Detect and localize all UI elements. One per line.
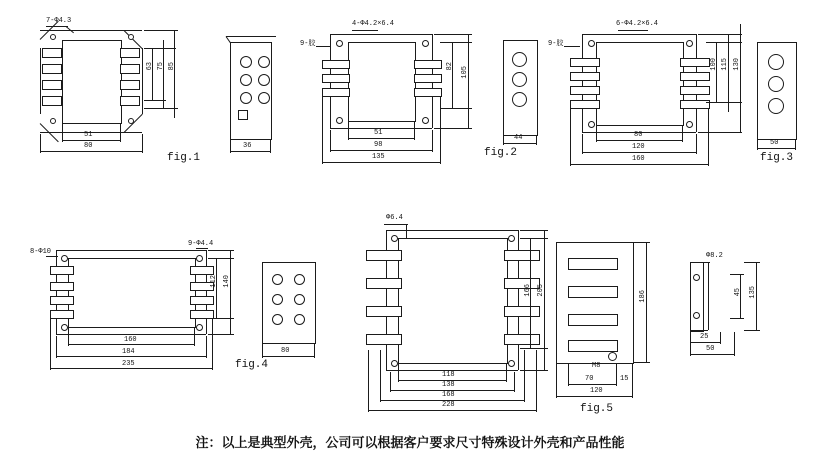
fig1-dimline-85 <box>174 30 175 118</box>
footer-note: 注：以上是典型外壳，公司可以根据客户要求尺寸特殊设计外壳和产品性能 <box>195 435 625 450</box>
fig3-ext-4 <box>698 132 742 133</box>
fig2-terminal-right-3 <box>414 88 442 97</box>
fig5-bracket-ext-4 <box>744 330 760 331</box>
fig1-hole-4 <box>128 118 134 124</box>
fig1-ext-1 <box>144 48 176 49</box>
fig5-bracket-extv-1 <box>690 332 691 356</box>
fig4-callout-1: 9-Φ4.4 <box>188 240 214 248</box>
fig5-dimline-50 <box>690 354 734 355</box>
fig5-bracket-extv-3 <box>734 332 735 356</box>
fig4-dim-140: 140 <box>223 275 231 288</box>
fig2-side-extv-1 <box>503 136 504 145</box>
fig4-side-extv-1 <box>262 344 263 358</box>
fig3-extv-6 <box>708 108 709 166</box>
fig2-side-hole-2 <box>512 72 527 87</box>
fig3-dimline-50 <box>757 148 795 149</box>
fig5-dimline-70 <box>568 384 616 385</box>
fig4-side-hole-2 <box>294 274 305 285</box>
fig3-hole-2 <box>686 40 693 47</box>
fig1-extv-2 <box>120 124 121 142</box>
fig3-callout-0: 6-Φ4.2×6.4 <box>616 20 659 28</box>
fig2-callout-0: 4-Φ4.2×6.4 <box>352 20 395 28</box>
fig5-side-ext-2 <box>634 362 650 363</box>
fig4-extv-3 <box>56 336 57 358</box>
fig2-extv-4 <box>432 130 433 152</box>
fig4-side-hole-5 <box>272 314 283 325</box>
fig1-label: fig.1 <box>167 152 201 164</box>
fig1-ext-3 <box>144 30 178 31</box>
fig2-dim-51: 51 <box>374 129 383 137</box>
fig4-plate-left <box>56 250 57 334</box>
fig4-extv-1 <box>68 328 69 346</box>
fig4-dimline-112 <box>216 258 217 318</box>
fig3-hole-4 <box>686 121 693 128</box>
fig3-extv-1 <box>596 126 597 142</box>
fig2-extv-1 <box>348 122 349 140</box>
fig2-extv-5 <box>322 96 323 164</box>
fig4-ext-3 <box>208 250 234 251</box>
fig2-side-hole-3 <box>512 92 527 107</box>
fig1-terminal-right-3 <box>120 80 140 90</box>
fig2-body <box>348 42 416 122</box>
fig3-callout-leader <box>618 30 648 31</box>
fig5-side-extv-3 <box>556 364 557 398</box>
fig1-terminal-left-2 <box>42 64 62 74</box>
fig3-terminal-right-2 <box>680 72 710 81</box>
fig3-extv-4 <box>696 134 697 154</box>
fig3-terminal-right-3 <box>680 86 710 95</box>
fig1-dimline-80 <box>40 151 142 152</box>
fig3-dim-115: 115 <box>721 58 729 71</box>
fig3-dim-120: 120 <box>632 143 645 151</box>
fig3-ext-3 <box>698 34 742 35</box>
fig2-label: fig.2 <box>484 147 518 159</box>
fig4-terminal-left-4 <box>50 310 74 319</box>
fig3-dimline-120 <box>582 152 696 153</box>
fig4-plate-right <box>206 250 207 334</box>
fig5-dimline-25 <box>690 342 720 343</box>
fig1-terminal-right-2 <box>120 64 140 74</box>
fig5-dim-166: 166 <box>524 284 532 297</box>
fig5-side-extv-1 <box>568 364 569 386</box>
fig4-dim-80b: 80 <box>281 347 290 355</box>
fig3-label: fig.3 <box>760 152 794 164</box>
fig1-ext-2 <box>144 100 166 101</box>
fig1-side-hole-4 <box>258 74 270 86</box>
fig5-extv-1 <box>398 364 399 382</box>
fig5-terminal-left-3 <box>366 306 402 317</box>
fig4-dimline-184 <box>56 356 206 357</box>
fig3-dimline-130 <box>740 24 741 132</box>
fig3-plate-top <box>582 34 696 35</box>
fig5-extv-7 <box>368 350 369 412</box>
fig5-terminal-right-1 <box>504 250 540 261</box>
fig4-terminal-right-1 <box>190 266 214 275</box>
fig1-side-hole-2 <box>258 56 270 68</box>
fig1-plate-right <box>142 48 143 114</box>
fig5-extv-2 <box>506 364 507 382</box>
fig5-side-ground-hole <box>608 352 617 361</box>
fig4-dimline-160 <box>68 344 194 345</box>
fig3-extv-3 <box>582 134 583 154</box>
fig4-hole-2 <box>196 255 203 262</box>
fig5-dim-118: 118 <box>442 371 455 379</box>
fig5-extv-6 <box>524 350 525 402</box>
fig5-bracket-ext-2 <box>730 318 744 319</box>
fig4-dim-184: 184 <box>122 348 135 356</box>
fig1-dim-75: 75 <box>157 62 165 71</box>
fig5-bracket-leader <box>700 262 710 263</box>
fig5-side-slot-4 <box>568 340 618 352</box>
fig2-dimline-135 <box>322 162 440 163</box>
fig1-side-edge-angle <box>226 36 231 43</box>
fig2-dimline-44 <box>503 143 536 144</box>
fig3-dimline-115 <box>728 34 729 112</box>
fig4-terminal-left-1 <box>50 266 74 275</box>
fig1-plate-corner-br <box>124 114 143 133</box>
fig5-callout-m8: M8 <box>592 362 601 370</box>
fig3-ext-1 <box>706 42 742 43</box>
fig5-dimline-120 <box>556 396 632 397</box>
fig1-dim-80: 80 <box>84 142 93 150</box>
fig4-terminal-right-3 <box>190 296 214 305</box>
fig4-plate-bottom <box>56 334 206 335</box>
fig3-callout-1: 9-胶 <box>548 40 564 48</box>
fig3-terminal-left-1 <box>570 58 600 67</box>
fig5-ext-1 <box>520 238 548 239</box>
fig3-dim-80: 80 <box>634 131 643 139</box>
fig4-side-hole-1 <box>272 274 283 285</box>
fig3-extv-5 <box>570 108 571 166</box>
fig4-dim-160: 160 <box>124 336 137 344</box>
fig3-dimline-100 <box>716 42 717 102</box>
fig1-terminal-left-1 <box>42 48 62 58</box>
fig3-hole-1 <box>588 40 595 47</box>
fig5-label: fig.5 <box>580 403 614 415</box>
fig4-terminal-left-3 <box>50 296 74 305</box>
fig1-terminal-left-4 <box>42 96 62 106</box>
fig2-dim-135: 135 <box>372 153 385 161</box>
fig5-hole-3 <box>391 360 398 367</box>
fig5-bracket-body <box>690 262 704 332</box>
fig5-terminal-right-2 <box>504 278 540 289</box>
fig1-dim-51: 51 <box>84 131 93 139</box>
fig5-callout-leader-v <box>406 224 407 238</box>
fig4-extv-4 <box>206 336 207 358</box>
fig5-dim-25: 25 <box>700 333 709 341</box>
fig4-dimline-80 <box>262 356 314 357</box>
fig2-dim-82: 82 <box>446 62 454 71</box>
fig2-side-extv-2 <box>536 136 537 145</box>
fig5-bracket-hole-2 <box>693 312 700 319</box>
fig5-bracket-ext-1 <box>730 274 744 275</box>
fig2-dim-98: 98 <box>374 141 383 149</box>
fig5-dim-205: 205 <box>537 284 545 297</box>
fig5-body <box>398 238 508 364</box>
fig1-ext-4 <box>144 108 178 109</box>
fig4-extv-6 <box>212 318 213 370</box>
fig5-extv-3 <box>390 372 391 392</box>
fig2-dimline-51 <box>348 138 414 139</box>
fig4-side-extv-2 <box>314 344 315 358</box>
fig3-terminal-left-3 <box>570 86 600 95</box>
fig2-dim-105: 105 <box>461 66 469 79</box>
fig1-dim-85: 85 <box>168 62 176 71</box>
fig5-bracket-ext-3 <box>744 262 760 263</box>
fig5-terminal-right-3 <box>504 306 540 317</box>
fig5-callout-0: Φ6.4 <box>386 214 403 222</box>
fig2-callout-leader <box>352 30 378 31</box>
fig1-plate-top <box>40 30 142 31</box>
fig3-hole-3 <box>588 121 595 128</box>
fig5-side-slot-1 <box>568 258 618 270</box>
fig4-side-plate <box>262 262 316 344</box>
fig1-plate-corner-tr <box>124 30 143 49</box>
fig3-terminal-right-1 <box>680 58 710 67</box>
fig3-side-extv-2 <box>795 140 796 150</box>
fig3-dim-130: 130 <box>733 58 741 71</box>
fig5-dimline-205 <box>544 230 545 370</box>
fig1-dim-36: 36 <box>243 142 252 150</box>
fig1-terminal-left-3 <box>42 80 62 90</box>
fig1-side-extv-1 <box>230 140 231 153</box>
fig3-extv-2 <box>682 126 683 142</box>
fig5-dim-228: 228 <box>442 401 455 409</box>
fig5-dim-120: 120 <box>590 387 603 395</box>
fig4-callout-leader-2 <box>196 248 208 249</box>
fig5-hole-4 <box>508 360 515 367</box>
fig2-terminal-left-2 <box>322 74 350 83</box>
fig1-hole-1 <box>50 34 56 40</box>
fig4-terminal-left-2 <box>50 282 74 291</box>
fig3-dimline-160 <box>570 164 708 165</box>
fig1-dimline-75 <box>163 40 164 108</box>
fig3-callout-leader-2 <box>564 46 580 47</box>
fig2-terminal-left-3 <box>322 88 350 97</box>
fig3-dim-50: 50 <box>770 139 779 147</box>
fig2-ext-1 <box>440 42 472 43</box>
fig2-terminal-right-1 <box>414 60 442 69</box>
fig1-side-extv-2 <box>270 140 271 153</box>
fig3-side-hole-2 <box>768 76 784 92</box>
fig5-dim-45: 45 <box>734 288 742 297</box>
fig5-terminal-right-4 <box>504 334 540 345</box>
fig3-side-extv-1 <box>757 140 758 150</box>
fig5-dim-168: 168 <box>442 391 455 399</box>
fig5-dim-186: 186 <box>639 290 647 303</box>
fig4-body <box>68 258 196 328</box>
fig2-plate-top <box>330 34 432 35</box>
fig1-dim-63: 63 <box>146 62 154 71</box>
fig1-dimline-36 <box>230 151 270 152</box>
fig5-side-slot-3 <box>568 314 618 326</box>
fig2-extv-6 <box>440 96 441 164</box>
fig1-hole-2 <box>128 34 134 40</box>
fig5-side-ext-1 <box>634 242 650 243</box>
fig1-side-hole-3 <box>240 74 252 86</box>
fig2-side-hole-1 <box>512 52 527 67</box>
fig2-dim-44: 44 <box>514 134 523 142</box>
fig4-dim-235: 235 <box>122 360 135 368</box>
fig4-extv-2 <box>194 328 195 346</box>
fig4-hole-1 <box>61 255 68 262</box>
fig1-hole-3 <box>50 118 56 124</box>
fig3-terminal-left-2 <box>570 72 600 81</box>
fig5-hole-1 <box>391 235 398 242</box>
fig4-side-hole-6 <box>294 314 305 325</box>
fig1-terminal-right-1 <box>120 48 140 58</box>
fig5-bracket-hole-1 <box>693 274 700 281</box>
fig5-bracket-flange-bottom <box>690 330 708 331</box>
fig5-ext-3 <box>520 230 548 231</box>
fig2-terminal-left-1 <box>322 60 350 69</box>
fig4-callout-0: 8-Φ10 <box>30 248 52 256</box>
fig2-dimline-105 <box>468 34 469 128</box>
fig2-callout-1: 9-胶 <box>300 40 316 48</box>
fig5-hole-2 <box>508 235 515 242</box>
fig1-body <box>62 40 122 124</box>
fig4-ext-1 <box>208 258 234 259</box>
fig5-bracket-edge <box>708 262 709 330</box>
fig4-label: fig.4 <box>235 359 269 371</box>
fig3-plate-right <box>696 34 697 132</box>
fig4-callout-leader <box>46 256 58 257</box>
fig5-side-slot-2 <box>568 286 618 298</box>
fig4-extv-5 <box>50 318 51 370</box>
fig1-side-hole-5 <box>240 92 252 104</box>
fig2-hole-1 <box>336 40 343 47</box>
fig4-side-hole-4 <box>294 294 305 305</box>
fig5-bracket-extv-2 <box>720 332 721 344</box>
fig2-dimline-82 <box>452 42 453 108</box>
fig1-dimline-51 <box>62 140 120 141</box>
fig2-ext-3 <box>434 34 472 35</box>
fig5-extv-8 <box>536 350 537 412</box>
fig1-dimline-63 <box>152 48 153 100</box>
fig4-hole-4 <box>196 324 203 331</box>
fig2-ext-2 <box>440 108 472 109</box>
fig1-plate-left <box>40 48 41 114</box>
fig3-dim-160: 160 <box>632 155 645 163</box>
fig5-ext-2 <box>520 348 548 349</box>
fig3-terminal-left-4 <box>570 100 600 109</box>
fig5-terminal-left-1 <box>366 250 402 261</box>
fig3-plate-left <box>582 34 583 132</box>
fig1-extv-1 <box>62 124 63 142</box>
fig5-dim-138: 138 <box>442 381 455 389</box>
fig5-callout-leader <box>384 224 408 225</box>
fig3-side-hole-3 <box>768 98 784 114</box>
fig3-dim-100: 100 <box>710 58 718 71</box>
fig3-body <box>596 42 684 126</box>
fig4-plate-top <box>56 250 206 251</box>
fig4-dim-112: 112 <box>210 275 218 288</box>
fig5-dim-15: 15 <box>620 375 629 383</box>
fig5-terminal-left-4 <box>366 334 402 345</box>
fig4-dimline-140 <box>230 250 231 334</box>
fig5-dim-135: 135 <box>749 286 757 299</box>
fig4-side-hole-3 <box>272 294 283 305</box>
fig2-terminal-right-2 <box>414 74 442 83</box>
fig1-side-top-edge <box>226 36 276 37</box>
fig5-dim-70: 70 <box>585 375 594 383</box>
fig3-dimline-80 <box>596 140 682 141</box>
fig3-side-hole-1 <box>768 54 784 70</box>
fig5-side-extv-2 <box>616 364 617 386</box>
fig2-hole-3 <box>336 117 343 124</box>
fig3-ext-2 <box>706 102 742 103</box>
fig2-hole-4 <box>422 117 429 124</box>
fig5-side-extv-4 <box>632 364 633 398</box>
fig2-extv-2 <box>414 122 415 140</box>
fig5-callout-d82: Φ8.2 <box>706 252 723 260</box>
fig5-dimline-228 <box>368 410 536 411</box>
fig1-extv-3 <box>40 134 41 153</box>
fig1-callout-0: 7-Φ4.3 <box>46 17 72 25</box>
fig1-side-hole-1 <box>240 56 252 68</box>
fig2-extv-3 <box>330 130 331 152</box>
fig1-side-hole-6 <box>258 92 270 104</box>
fig1-extv-4 <box>142 134 143 153</box>
fig4-dimline-235 <box>50 368 212 369</box>
fig1-side-square <box>238 110 248 120</box>
fig5-terminal-left-2 <box>366 278 402 289</box>
fig5-dim-50: 50 <box>706 345 715 353</box>
fig4-hole-3 <box>61 324 68 331</box>
fig5-extv-4 <box>514 372 515 392</box>
fig5-extv-5 <box>380 350 381 402</box>
fig1-terminal-right-4 <box>120 96 140 106</box>
fig2-callout-leader-2 <box>316 46 330 47</box>
fig2-hole-2 <box>422 40 429 47</box>
fig2-dimline-98 <box>330 150 432 151</box>
